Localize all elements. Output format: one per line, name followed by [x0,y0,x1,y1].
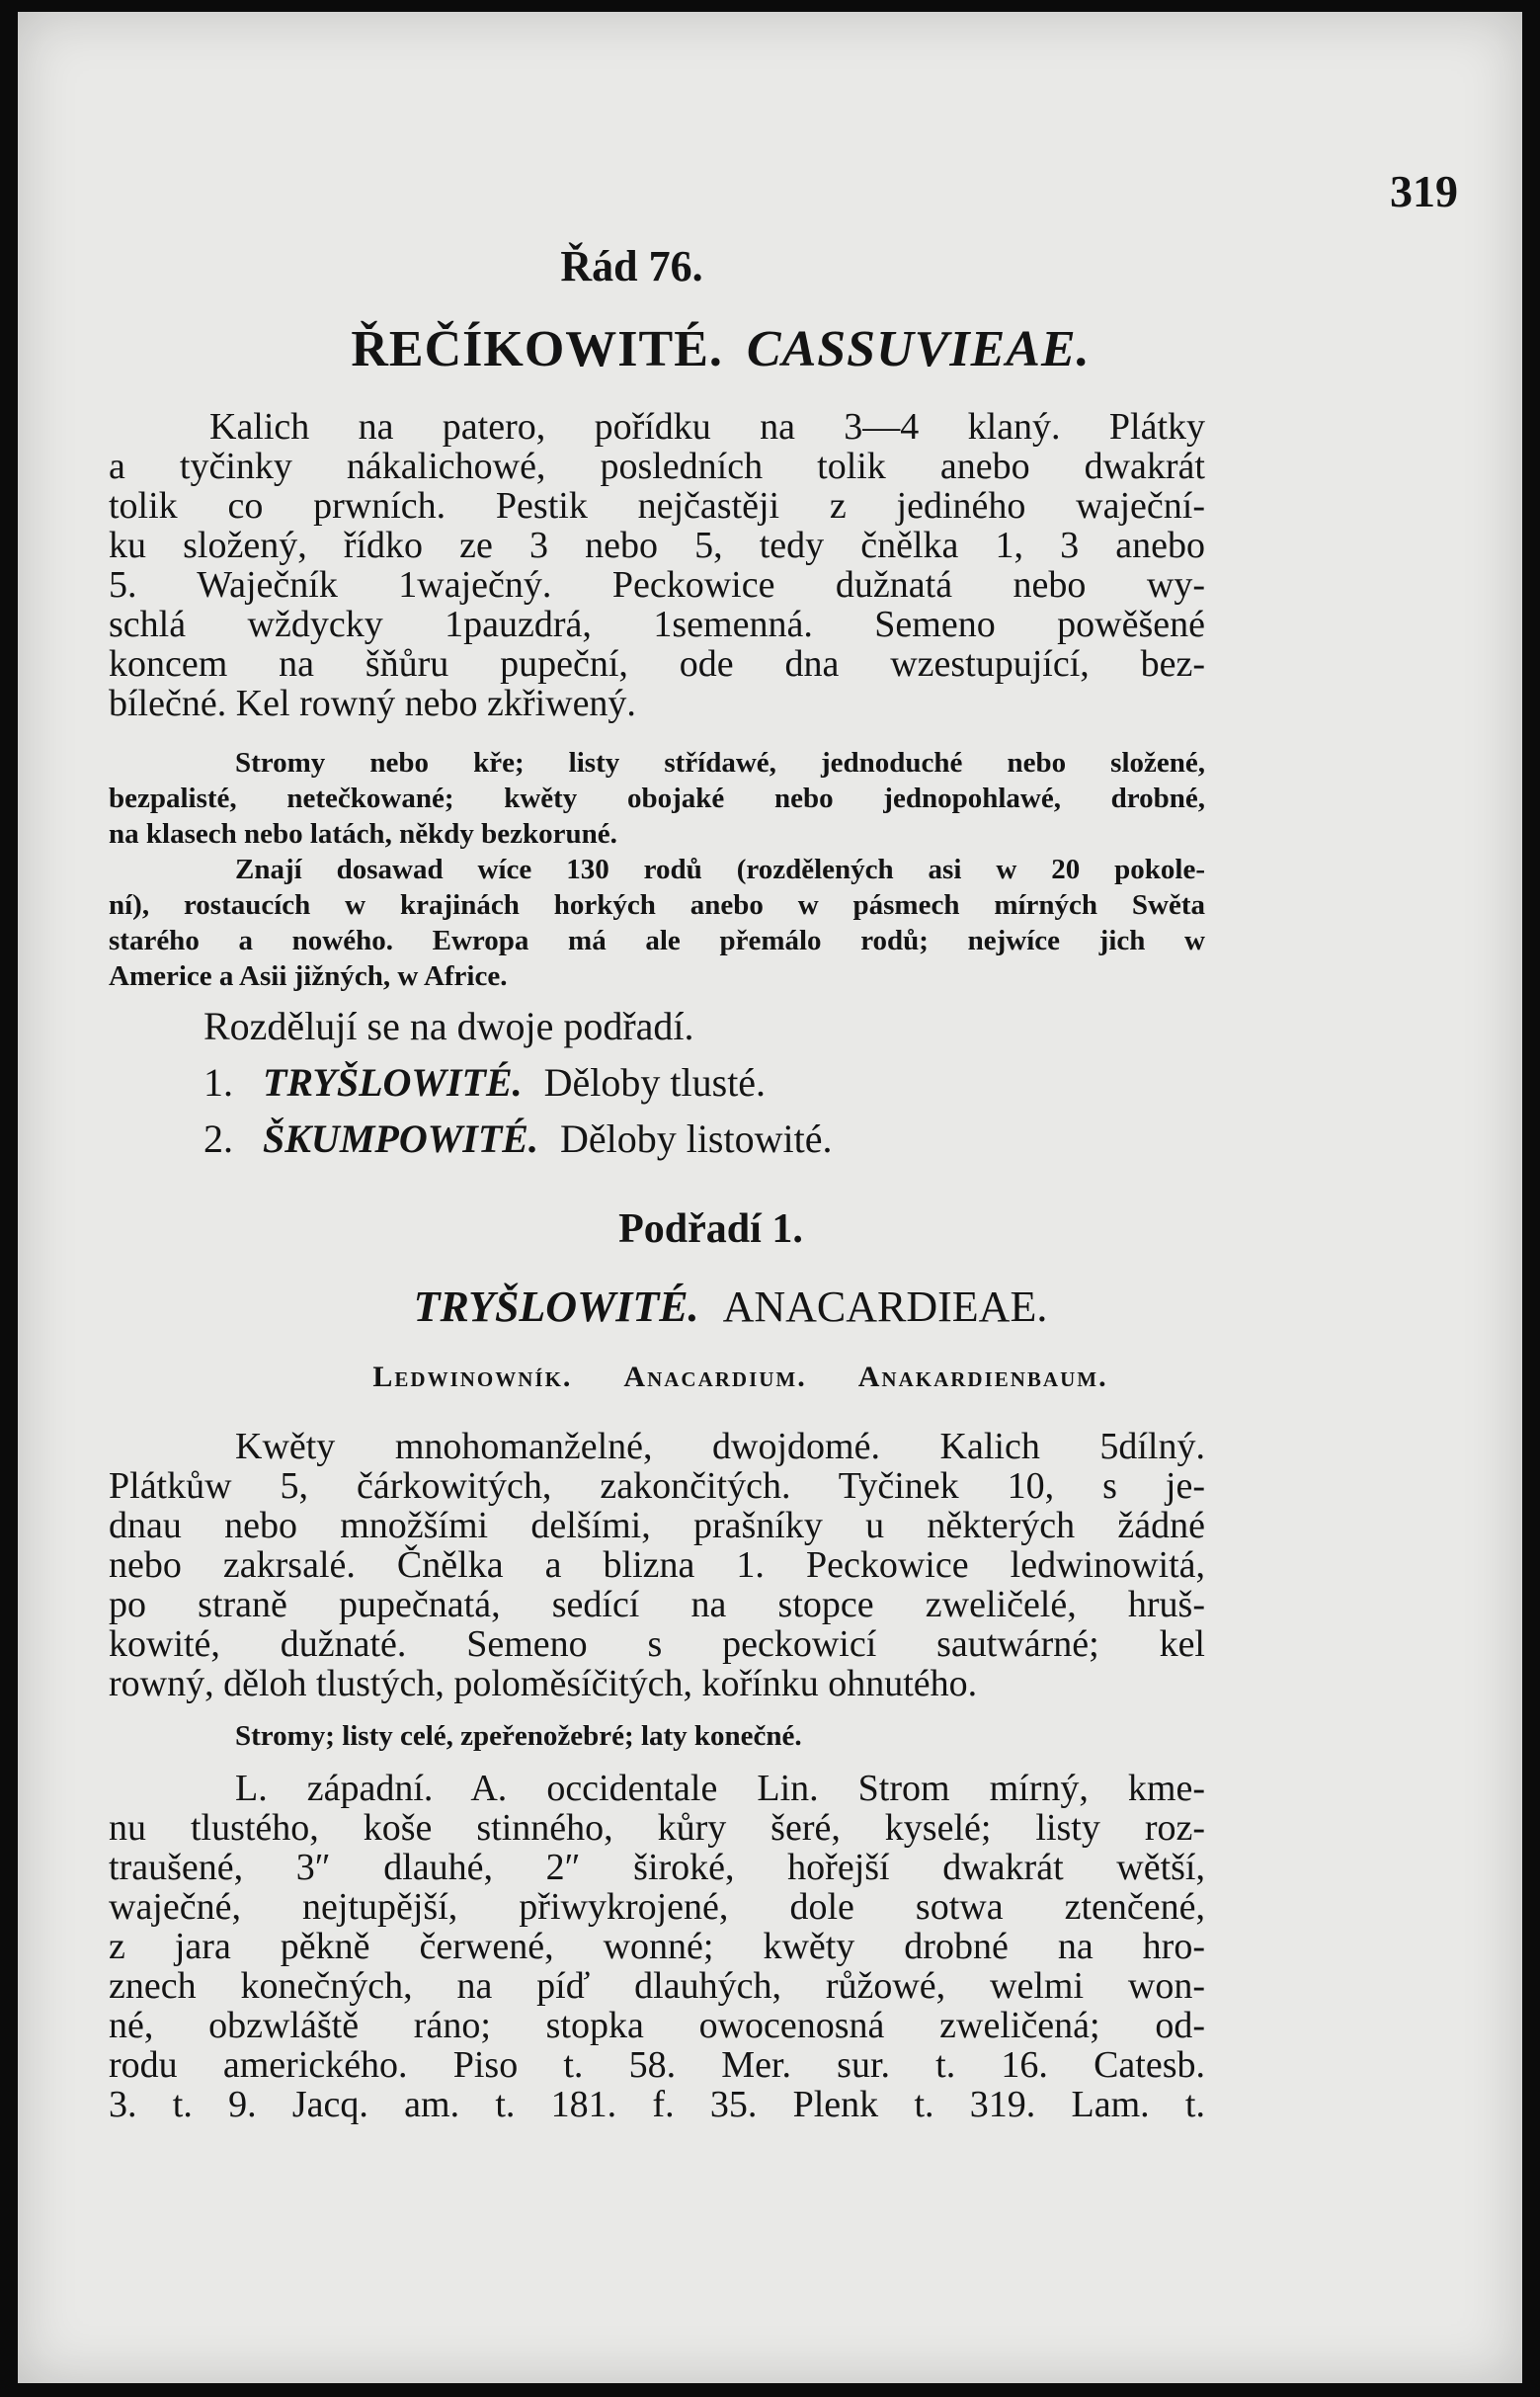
family-name-latin: CASSUVIEAE. [746,321,1091,377]
family-description [109,407,1205,723]
text-line: bílečné. Kel rowný nebo zkřiwený. [109,683,636,724]
text-line: Stromy; listy celé, zpeřenožebré; laty konečné. [235,1720,802,1752]
text-line: Kwěty mnohomanželné, dwojdomé. Kalich 5dílný. [235,1426,1205,1467]
page-number: 319 [1390,166,1458,216]
suborder-desc: Děloby tlusté. [543,1060,767,1105]
genus-description [109,1427,1205,1703]
text-line: koncem na šňůru pupeční, ode dna wzestupující, bez- [109,643,1205,685]
text-line: Stromy nebo kře; listy střídawé, jednoduché nebo složené, [235,747,1205,779]
suborder-heading: Podřadí 1. [618,1206,803,1252]
genus-german: Anakardienbaum. [857,1361,1108,1393]
text-line: ku složený, řídko ze 3 nebo 5, tedy čnělka 1, 3 anebo [109,525,1205,566]
suborder-title [0,1281,1483,1332]
text-line: kowité, dužnaté. Semeno s peckowicí sautwárné; kel [109,1623,1205,1665]
genus-latin: Anacardium. [623,1361,807,1393]
division-intro: Rozdělují se na dwoje podřadí. [203,1004,694,1048]
genus-line [0,1361,1493,1394]
text-line: dnau nebo množšími delšími, prašníky u některých žádné [109,1505,1205,1546]
text-line: L. západní. A. occidentale Lin. Strom mírný, kme- [235,1768,1205,1809]
genus-czech: Ledwinowník. [372,1361,573,1393]
text-line: nebo zakrsalé. Čnělka a blizna 1. Peckowice ledwinowitá, [109,1544,1205,1586]
suborder-desc: Děloby listowité. [559,1116,833,1161]
text-line: Znají dosawad wíce 130 rodů (rozdělených asi w 20 pokole- [235,854,1205,885]
text-line: 3. t. 9. Jacq. am. t. 181. f. 35. Plenk t. 319. Lam. t. [109,2084,1205,2125]
text-line: rodu amerického. Piso t. 58. Mer. sur. t. 16. Catesb. [109,2044,1205,2086]
text-line: traušené, 3″ dlauhé, 2″ široké, hořejší dwakrát wětší, [109,1847,1205,1888]
species-description [109,1769,1205,2124]
text-line: né, obzwláště ráno; stopka owocenosná zweličená; od- [109,2005,1205,2046]
book-page [18,12,1522,2383]
text-line: nu tlustého, koše stinného, kůry šeré, kyselé; listy roz- [109,1807,1205,1849]
text-line: tolik co prwních. Pestik nejčastěji z jediného waječní- [109,485,1205,527]
text-line: Kalich na patero, pořídku na 3—4 klaný. Plátky [209,406,1205,448]
text-line: Plátkůw 5, čárkowitých, zakončitých. Tyčinek 10, s je- [109,1465,1205,1507]
suborder-number: 1. [203,1060,233,1105]
text-line: na klasech nebo latách, někdy bezkoruné. [109,818,617,850]
suborder-name: TRYŠLOWITÉ. [263,1060,523,1105]
text-line: starého a nowého. Ewropa má ale přemálo rodů; nejwíce jich w [109,925,1205,956]
text-line: ní), rostaucích w krajinách horkých anebo w pásmech mírných Swěta [109,889,1205,921]
text-line: schlá wždycky 1pauzdrá, 1semenná. Semeno powěšené [109,604,1205,645]
suborder-name: ŠKUMPOWITÉ. [263,1116,538,1161]
text-line: waječné, nejtupější, přiwykrojené, dole sotwa ztenčené, [109,1886,1205,1928]
suborder-title-czech: TRYŠLOWITÉ. [413,1282,699,1331]
text-line: Americe a Asii jižných, w Africe. [109,960,508,992]
text-line: bezpalisté, netečkowané; kwěty obojaké nebo jednopohlawé, drobné, [109,783,1205,814]
text-line: rowný, děloh tlustých, poloměsíčitých, kořínku ohnutého. [109,1663,978,1704]
suborder-number: 2. [203,1116,233,1161]
family-distribution [109,852,1205,994]
order-heading: Řád 76. [560,242,703,290]
text-line: 5. Waječník 1waječný. Peckowice dužnatá nebo wy- [109,564,1205,606]
text-line: po straně pupečnatá, sedící na stopce zweličelé, hruš- [109,1584,1205,1625]
genus-habit [109,1718,1205,1754]
text-line: z jara pěkně čerwené, wonné; kwěty drobné na hro- [109,1926,1205,1967]
family-title [0,320,1473,378]
suborder-item [203,1059,766,1106]
suborder-title-latin: ANACARDIEAE. [722,1282,1048,1331]
text-line: znech konečných, na píď dlauhých, růžowé, welmi won- [109,1965,1205,2007]
suborder-item [203,1116,832,1162]
family-habit [109,745,1205,852]
family-name-czech: ŘEČÍKOWITÉ. [351,321,723,377]
text-line: a tyčinky nákalichowé, posledních tolik anebo dwakrát [109,446,1205,487]
